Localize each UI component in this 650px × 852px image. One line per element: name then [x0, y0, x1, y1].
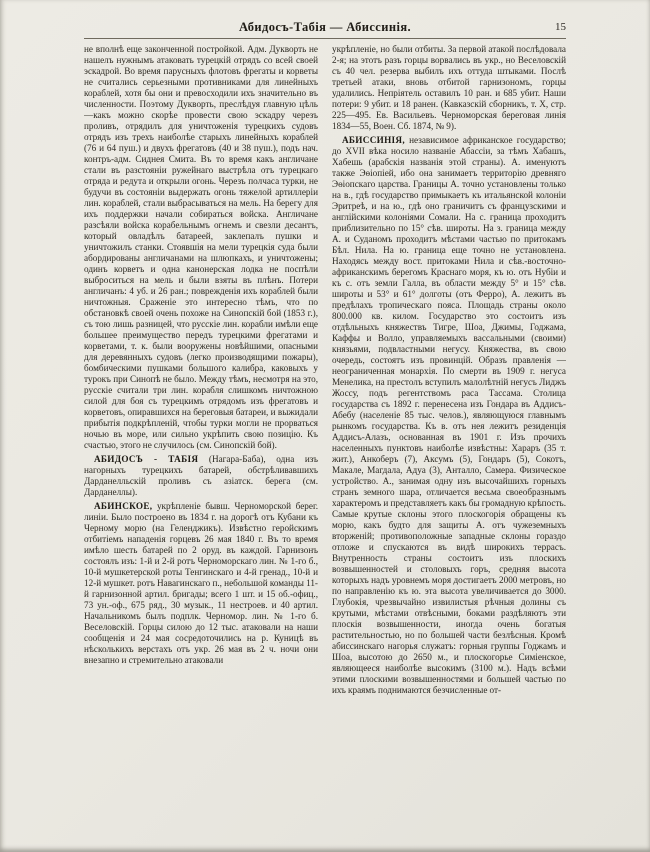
right-column [332, 44, 566, 842]
entry-term: АБИНСКОЕ, [94, 501, 153, 511]
entry-paragraph: АБИДОСЪ - ТАБІЯ (Нагара-Баба), одна изъ нагорныхъ турецкихъ батарей, обстрѣливавшихъ Дарданелльскій проливъ съ азіатск. берега (см. Дарданеллы). [84, 454, 318, 497]
page-header [84, 20, 566, 36]
paragraph: укрѣпленіе, но были отбиты. За первой атакой послѣдовала 2-я; на этотъ разъ горцы ворвались въ укр., но Веселовскій съ 40 чел. резерва выбилъ ихъ оттуда штыками. Послѣ третьей атаки, вновь отбитой гарнизономъ, горцы удалились. Непріятель оставилъ 10 ран. и 685 убит. Наши потери: 9 убит. и 18 ранен. (Кавказскій сборникъ, т. X, стр. 225—495. Ев. Васильевъ. Черноморская береговая линія 1834—55, Воен. Сб. 1874, № 9). [332, 44, 566, 131]
paragraph: не вполнѣ еще законченной постройкой. Адм. Дукворть не нашелъ нужнымъ атаковать турецкій отрядъ со всей своей эскадрой. Во время парусныхъ флотовъ фрегаты и корветы не считались серьезными противниками для линейныхъ кораблей, хотя бы они и превосходили ихъ значительно въ численности. Поэтому Дукворть, преслѣдуя главную цѣль—какъ можно скорѣе провести свою эскадру черезъ проливъ, отрядилъ для уничтоженія турецкихъ судовъ отрядъ изъ трехъ наиболѣе старыхъ линейныхъ кораблей (76 и 64 пуш.) и двухъ фрегатовъ (40 и 38 пуш.), подъ нач. контръ-адм. Сиднея Смита. Въ то время какъ англичане стали въ разстояніи ружейнаго выстрѣла отъ турецкаго отряда и редута и открыли огонь. Черезъ полчаса турки, не будучи въ состояніи выдержать огонь тяжелой артиллеріи лин. кораблей, стали выбрасываться на мель. На берегу для ихъ поддержки начали собираться войска. Англичане разсѣяли войска корабельнымъ огнемъ и свезли десантъ, который овладѣлъ батареей, заклепалъ пушки и уничтожилъ станки. Стоявшія на мели турецкія суда были абордированы англичанами на шлюпкахъ, и уничтожены; одинъ корветъ и одна канонерская лодка не поспѣли выброситься на мель и были взяты въ плѣнъ. Потери англичанъ: 4 уб. и 26 ран.; поврежденія ихъ кораблей были ничтожныя. Сраженіе это интересно тѣмъ, что по обстановкѣ своей очень похоже на Синопскій бой (1853 г.), съ тою лишь разницей, что русскіе лин. корабли имѣли еще большее преимущество передъ турецкими фрегатами и корветами, т. к. были вооружены новѣйшими, опасными для деревянныхъ судовъ (легко производящими пожары), бомбическими пушками большого калибра, каковыхъ у турокъ при Синопѣ не было. Между тѣмъ, несмотря на это, русскіе считали три лин. корабля слишкомъ ничтожною силой для боя съ турецкимъ отрядомъ изъ фрегатовъ и корветовъ, опиравшихся на береговыя батареи, и выжидали прибытія подкрѣпленій, чтобы турки могли не прорваться ночью въ море, или сильно укрѣпить свою позицію. Къ счастью, этого не случилось (см. Синопскій бой). [84, 44, 318, 450]
header-rule [84, 38, 566, 39]
entry-term: АБИДОСЪ - ТАБІЯ [94, 454, 199, 464]
entry-term: АБИССИНІЯ, [342, 135, 405, 145]
text-columns [84, 44, 566, 842]
entry-paragraph: АБИНСКОЕ, укрѣпленіе бывш. Черноморской берег. линіи. Было построено въ 1834 г. на дорогѣ отъ Кубани къ Черному морю (на Геленджикъ). Извѣстно геройскимъ отбитіемъ нападенія горцевъ 26 мая 1840 г. Въ то время имѣло шесть батарей по 2 оруд. въ каждой. Гарнизонъ состоялъ изъ: 1-й и 2-й ротъ Черноморскаго лин. № 1-го б., 10-й мушкетерской роты Тенгинскаго и 4-й гренад., 10-й и 12-й мушкет. ротъ Навагинскаго п., небольшой команды 11-й гарнизонной артил. бригады; всего 1 шт. и 15 об.-офиц., 73 ун.-оф., 675 ряд., 30 музык., 11 нестроев. и 40 артил. Начальникомъ былъ подплк. Черномор. лин. № 1-го б. Веселовскій. Горцы силою до 12 тыс. атаковали на наши сообщенія и 24 мая сосредоточились на р. Куницѣ въ нѣсколькихъ верстахъ отъ укр. 26 мая въ 2 ч. ночи они внезапно и стремительно атаковали [84, 501, 318, 665]
entry-paragraph: АБИССИНІЯ, независимое африканское государство; до XVII вѣка носило названіе Абассіи, за тѣмъ Хабашъ, Хабешь (арабскія названія этой страны). А. именуютъ также Эѳіопіей, ибо она занимаетъ территорію древняго Эѳіопскаго царства. Границы А. точно установлены только на в., гдѣ государство примыкаетъ къ итальянской колоніи Эритреѣ, и на ю., гдѣ оно граничитъ съ французскими и англійскими колоніями Сомали. На с. граница проходитъ приблизительно по 15° сѣв. широты. На з. граница между А. и Суданомъ проходитъ мѣстами частью по притокамъ Бѣл. Нила. На ю. граница еще точно не установлена. Находясь между вост. притоками Нила и сѣв.-восточно-африканскимъ берегомъ Краснаго моря, къ ю. отъ Нубіи и къ с. отъ земли Галла, въ области между 5° и 15° сѣв. широты и 53° и 61° долготы (отъ Ферро), А. лежитъ въ предѣлахъ тропическаго пояса. Площадь страны около 800.000 кв. килом. Государство это состоитъ изъ отдѣльныхъ княжествъ Тигре, Шоа, Джимы, Годжама, Каффы и Волло, управляемыхъ вассальными (своими) князьями, подвластными негусу. Княжества, въ свою очередь, состоятъ изъ провинцій. Образъ правленія — неограниченная монархія. По смерти въ 1909 г. негуса Менелика, на престолъ вступилъ малолѣтній негусъ Лиджъ Жоссу, подъ регентствомъ раса Тассама. Столица государства съ 1892 г. перенесена изъ Гондара въ Аддисъ-Абебу (населеніе 85 тыс. челов.), являющуюся главнымъ рынкомъ государства. Къ в. отъ нея лежитъ резиденція Аддисъ-Алазъ, основанная въ 1901 г. Изъ прочихъ населенныхъ пунктовъ наиболѣе извѣстны: Хараръ (35 т. жит.), Анкоберъ (7), Аксумъ (5), Гондаръ (5), Сокотъ, Макале, Магдала, Адуа (3), Анталло, Самера. Физическое устройство. А., занимая одну изъ высочайшихъ горныхъ странъ земного шара, отличается весьма своеобразнымъ характеромъ и представляетъ какъ бы громадную крѣпость. Самые крутые склоны этого плоскогорія обращены къ морю, какъ будто для защиты А. отъ чужеземныхъ вторженій; противоположные западные склоны гораздо отложе и спускаются въ видѣ широкихъ террасъ. Внутренность страны состоитъ изъ плоскихъ возвышенностей и столовыхъ горъ, средняя высота которыхъ надъ уровнемъ моря достигаетъ 2000 метровъ, но по направленію къ ю. эта высота увеличивается до 3000. Глубокія, чрезвычайно извилистыя рѣчныя долины съ крутыми, мѣстами отвѣсными, боками раздѣляютъ эти плоскія возвышенности, иногда очень богатыя растительностью, но по большей части безлѣсныя. Кромѣ абиссинскаго нагорья служатъ: горныя группы Годжамъ и Шоа, высотою до 2650 м., и плоскогорье Симіенское, являющееся наиболѣе высокимъ (3100 м.). Надъ всѣми этими плоскими возвышенностями и большей частью по ихъ краямъ поднимаются безчисленные от- [332, 135, 566, 695]
running-title: Абидосъ-Табія — Абиссинія. [238, 20, 412, 34]
page-number: 15 [555, 21, 566, 33]
left-column [84, 44, 318, 842]
